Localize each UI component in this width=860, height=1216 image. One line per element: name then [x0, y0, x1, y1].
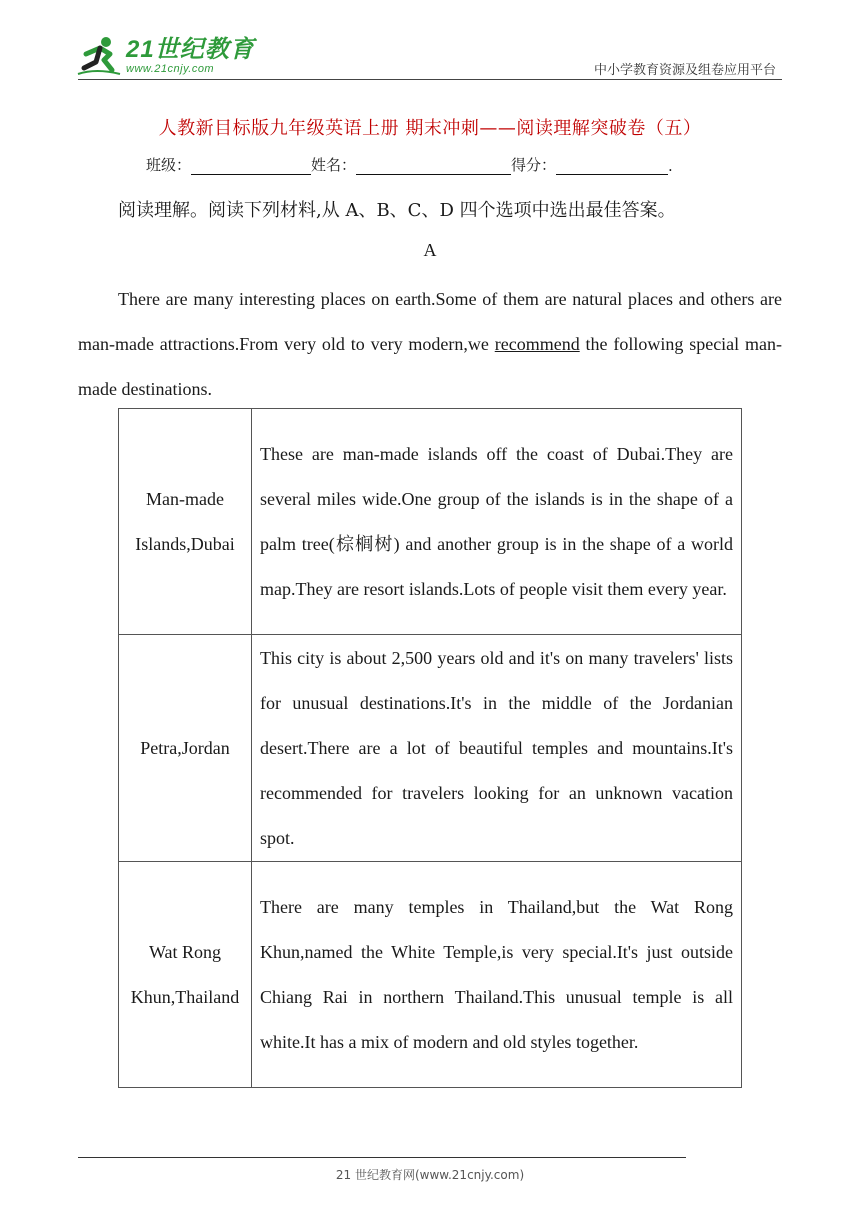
passage-text-after: the following special man-made destinations.: [78, 334, 782, 399]
passage-intro: [78, 277, 782, 412]
passage-text-before: There are many interesting places on earth.Some of them are natural places and others are man-made attractions.From very old to very modern,we: [78, 289, 782, 354]
site-logo: [76, 34, 255, 78]
header-divider: [78, 79, 782, 80]
document-title: 人教新目标版九年级英语上册 期末冲刺——阅读理解突破卷（五）: [158, 118, 702, 139]
class-label: 班级：: [146, 156, 192, 174]
place-cell: Man-made Islands,Dubai: [119, 409, 252, 635]
name-label: 姓名：: [311, 156, 357, 174]
footer-text: 21 世纪教育网(www.21cnjy.com): [335, 1168, 525, 1182]
destinations-table: [118, 408, 742, 1088]
class-blank[interactable]: [191, 156, 311, 175]
logo-subtext: www.21cnjy.com: [126, 62, 215, 75]
description-cell: This city is about 2,500 years old and it's on many travelers' lists for unusual destinations.It's in the middle of the Jordanian desert.There are a lot of beautiful temples and mountains.It's recommended for travelers looking for an unknown vacation spot.: [252, 635, 742, 862]
footer-divider: [78, 1157, 686, 1158]
place-cell: Wat Rong Khun,Thailand: [119, 862, 252, 1088]
table-row: [119, 862, 742, 1088]
student-info-line: [146, 154, 673, 175]
score-label: 得分：: [511, 156, 557, 174]
instruction: [118, 196, 676, 222]
instruction-text: 阅读下列材料,从 A、B、C、D 四个选项中选出最佳答案。: [208, 200, 676, 221]
table-row: [119, 409, 742, 635]
place-cell: Petra,Jordan: [119, 635, 252, 862]
name-blank[interactable]: [356, 156, 511, 175]
description-cell: These are man-made islands off the coast of Dubai.They are several miles wide.One group of the islands is in the shape of a palm tree(棕榈树) and another group is in the shape of a world map.They are resort islands.Lots of people visit them every year.: [252, 409, 742, 635]
section-heading: A: [423, 240, 437, 260]
logo-text: 21世纪教育: [126, 35, 255, 63]
end-mark: .: [668, 157, 673, 175]
header-platform-text: 中小学教育资源及组卷应用平台: [593, 63, 776, 78]
table-row: [119, 635, 742, 862]
instruction-label: 阅读理解。: [118, 200, 208, 221]
runner-logo-icon: [76, 34, 122, 78]
score-blank[interactable]: [556, 156, 668, 175]
description-cell: There are many temples in Thailand,but the Wat Rong Khun,named the White Temple,is very special.It's just outside Chiang Rai in northern Thailand.This unusual temple is all white.It has a mix of modern and old styles together.: [252, 862, 742, 1088]
underlined-word: recommend: [494, 334, 580, 354]
